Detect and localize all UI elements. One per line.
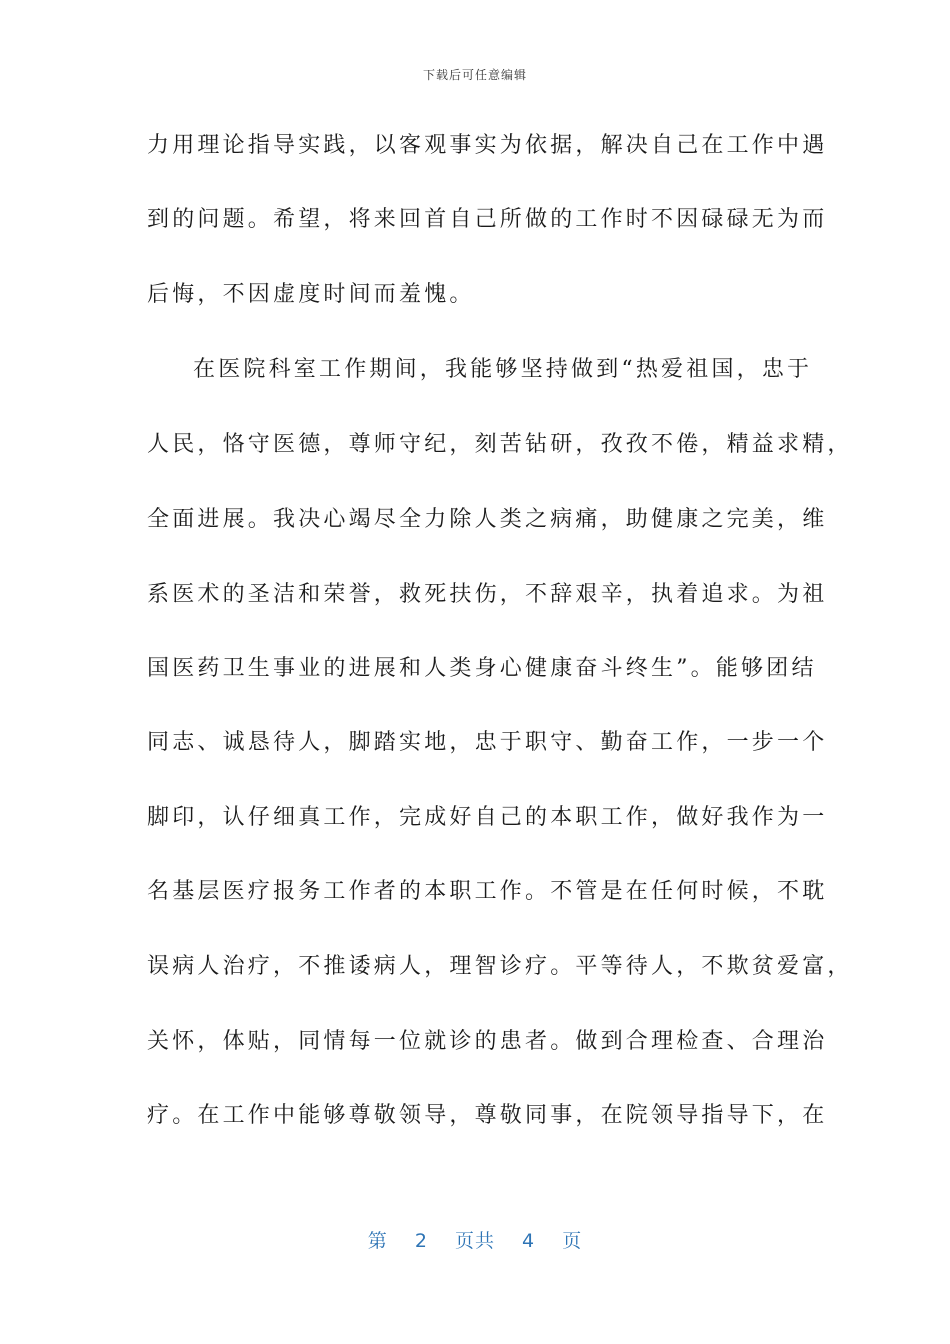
body-line-8: 国医药卫生事业的进展和人类身心健康奋斗终生”。能够团结 [147, 656, 817, 681]
body-line-5: 人民，恪守医德，尊师守纪，刻苦钻研，孜孜不倦，精益求精， [147, 432, 853, 457]
body-line-11: 名基层医疗报务工作者的本职工作。不管是在任何时候，不耽 [147, 879, 828, 904]
body-line-7: 系医术的圣洁和荣誉，救死扶伤，不辞艰辛，执着追求。为祖 [147, 582, 828, 607]
footer-suffix: 页 [562, 1230, 583, 1252]
body-line-2: 到的问题。希望，将来回首自己所做的工作时不因碌碌无为而 [147, 207, 828, 232]
footer-middle: 页共 [454, 1230, 495, 1252]
body-line-10: 脚印，认仔细真工作，完成好自己的本职工作，做好我作为一 [147, 805, 828, 830]
body-line-9: 同志、诚恳待人，脚踏实地，忠于职守、勤奋工作，一步一个 [147, 730, 828, 755]
body-line-4: 在医院科室工作期间，我能够坚持做到“热爱祖国，忠于 [193, 357, 813, 382]
page-number-footer [0, 1226, 950, 1253]
body-line-14: 疗。在工作中能够尊敬领导，尊敬同事，在院领导指导下，在 [147, 1103, 828, 1128]
header-note: 下载后可任意编辑 [422, 68, 527, 82]
footer-prefix: 第 [367, 1230, 388, 1252]
total-pages-number: 4 [522, 1230, 536, 1252]
body-line-6: 全面进展。我决心竭尽全力除人类之病痛，助健康之完美，维 [147, 507, 828, 532]
body-line-3: 后悔，不因虚度时间而羞愧。 [147, 282, 475, 307]
body-line-1: 力用理论指导实践，以客观事实为依据，解决自己在工作中遇 [147, 133, 828, 158]
current-page-number: 2 [414, 1230, 428, 1252]
body-line-13: 关怀，体贴，同情每一位就诊的患者。做到合理检查、合理治 [147, 1029, 828, 1054]
body-line-12: 误病人治疗，不推诿病人，理智诊疗。平等待人，不欺贫爱富， [147, 954, 853, 979]
